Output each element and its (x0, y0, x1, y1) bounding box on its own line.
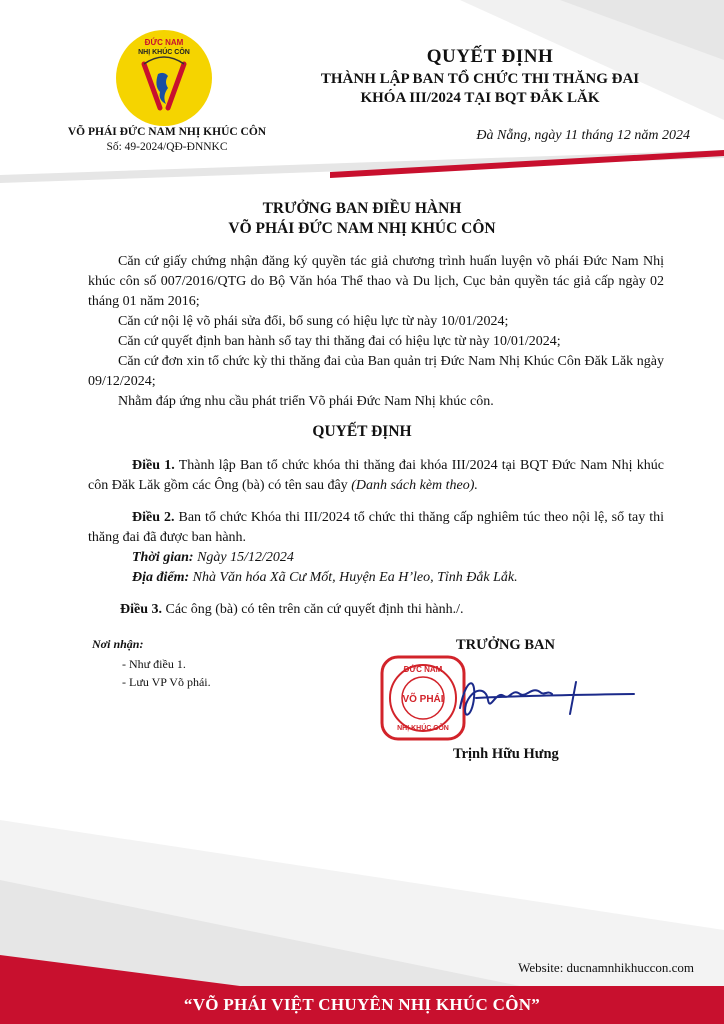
stamp-text-bottom: NHỊ KHÚC CÔN (397, 725, 449, 732)
subtitle-line-1: THÀNH LẬP BAN TỔ CHỨC THI THĂNG ĐAI (320, 71, 640, 87)
time-label: Thời gian: (132, 550, 194, 565)
article-1-note: (Danh sách kèm theo). (351, 478, 478, 493)
article-2-text: Ban tổ chức Khóa thi III/2024 tổ chức thi thăng cấp nghiêm túc theo nội lệ, sổ tay thi thăng đai đã được ban hành. (88, 510, 664, 545)
logo-text-top: ĐỨC NAM (144, 38, 184, 47)
org-name: VÕ PHÁI ĐỨC NAM NHỊ KHÚC CÔN (67, 126, 267, 138)
footer-slogan: “VÕ PHÁI VIỆT CHUYÊN NHỊ KHÚC CÔN” (183, 995, 541, 1014)
preamble (88, 252, 664, 412)
signature-stroke-icon (460, 682, 634, 715)
articles (88, 456, 664, 620)
place-value: Nhà Văn hóa Xã Cư Mốt, Huyện Ea H’leo, Tỉnh Đắk Lắk. (189, 570, 518, 585)
article-2 (88, 508, 664, 548)
article-3-label: Điều 3. (120, 602, 162, 617)
authority-line-1: TRƯỞNG BAN ĐIỀU HÀNH (262, 200, 462, 217)
article-3-text: Các ông (bà) có tên trên căn cứ quyết định thi hành./. (162, 602, 464, 617)
handwritten-signature (452, 668, 642, 728)
article-1-text: Thành lập Ban tổ chức khóa thi thăng đai khóa III/2024 tại BQT Đức Nam Nhị khúc côn Đăk Lăk gồm các Ông (bà) có tên sau đây (88, 458, 664, 493)
recipients-title: Nơi nhận: (92, 637, 144, 651)
time-value: Ngày 15/12/2024 (193, 550, 294, 565)
stamp-text-top: ĐỨC NAM (403, 665, 443, 674)
website-text: Website: ducnamnhikhuccon.com (518, 960, 694, 975)
document-subtitle (270, 70, 690, 108)
document-number: Số: 49-2024/QĐ-ĐNNKC (106, 141, 228, 153)
header-stripe-gray (0, 150, 724, 183)
date-line: Đà Nẵng, ngày 11 tháng 12 năm 2024 (476, 128, 690, 143)
logo-text-bottom: NHỊ KHÚC CÔN (138, 49, 190, 56)
stamp-text-center: VÕ PHÁI (402, 694, 444, 705)
article-1 (88, 456, 664, 496)
preamble-para-5: Nhằm đáp ứng nhu cầu phát triển Võ phái Đức Nam Nhị khúc côn. (118, 394, 494, 409)
authority-line-2: VÕ PHÁI ĐỨC NAM NHỊ KHÚC CÔN (228, 220, 496, 237)
article-1-label: Điều 1. (132, 458, 175, 473)
preamble-para-2: Căn cứ nội lệ võ phái sửa đổi, bổ sung có hiệu lực từ này 10/01/2024; (118, 314, 509, 329)
recipient-item-2: - Lưu VP Võ phái. (122, 675, 211, 689)
org-logo (114, 28, 214, 128)
recipient-item-1: - Như điều 1. (122, 657, 186, 671)
place-label: Địa điểm: (132, 570, 190, 585)
subtitle-line-2: KHÓA III/2024 TẠI BQT ĐẮK LĂK (360, 90, 600, 106)
article-2-label: Điều 2. (132, 510, 175, 525)
article-2-time (88, 548, 664, 568)
signer-name: Trịnh Hữu Hưng (453, 746, 559, 762)
preamble-para-4: Căn cứ đơn xin tổ chức kỳ thi thăng đai của Ban quản trị Đức Nam Nhị Khúc Côn Đăk Lăk ngày 09/12/2024; (88, 354, 664, 389)
article-2-place (88, 568, 664, 588)
preamble-para-3: Căn cứ quyết định ban hành sổ tay thi thăng đai có hiệu lực từ này 10/01/2024; (118, 334, 561, 349)
preamble-para-1: Căn cứ giấy chứng nhận đăng ký quyền tác giả chương trình huấn luyện võ phái Đức Nam Nhị khúc côn số 007/2016/QTG do Bộ Văn hóa Thể thao và Du lịch, Cục bản quyền tác giả cấp ngày 02 tháng 01 năm 2016; (88, 254, 664, 309)
article-3 (88, 600, 664, 620)
signer-title: TRƯỞNG BAN (456, 637, 555, 653)
decision-heading: QUYẾT ĐỊNH (312, 423, 412, 440)
document-title: QUYẾT ĐỊNH (426, 46, 554, 67)
